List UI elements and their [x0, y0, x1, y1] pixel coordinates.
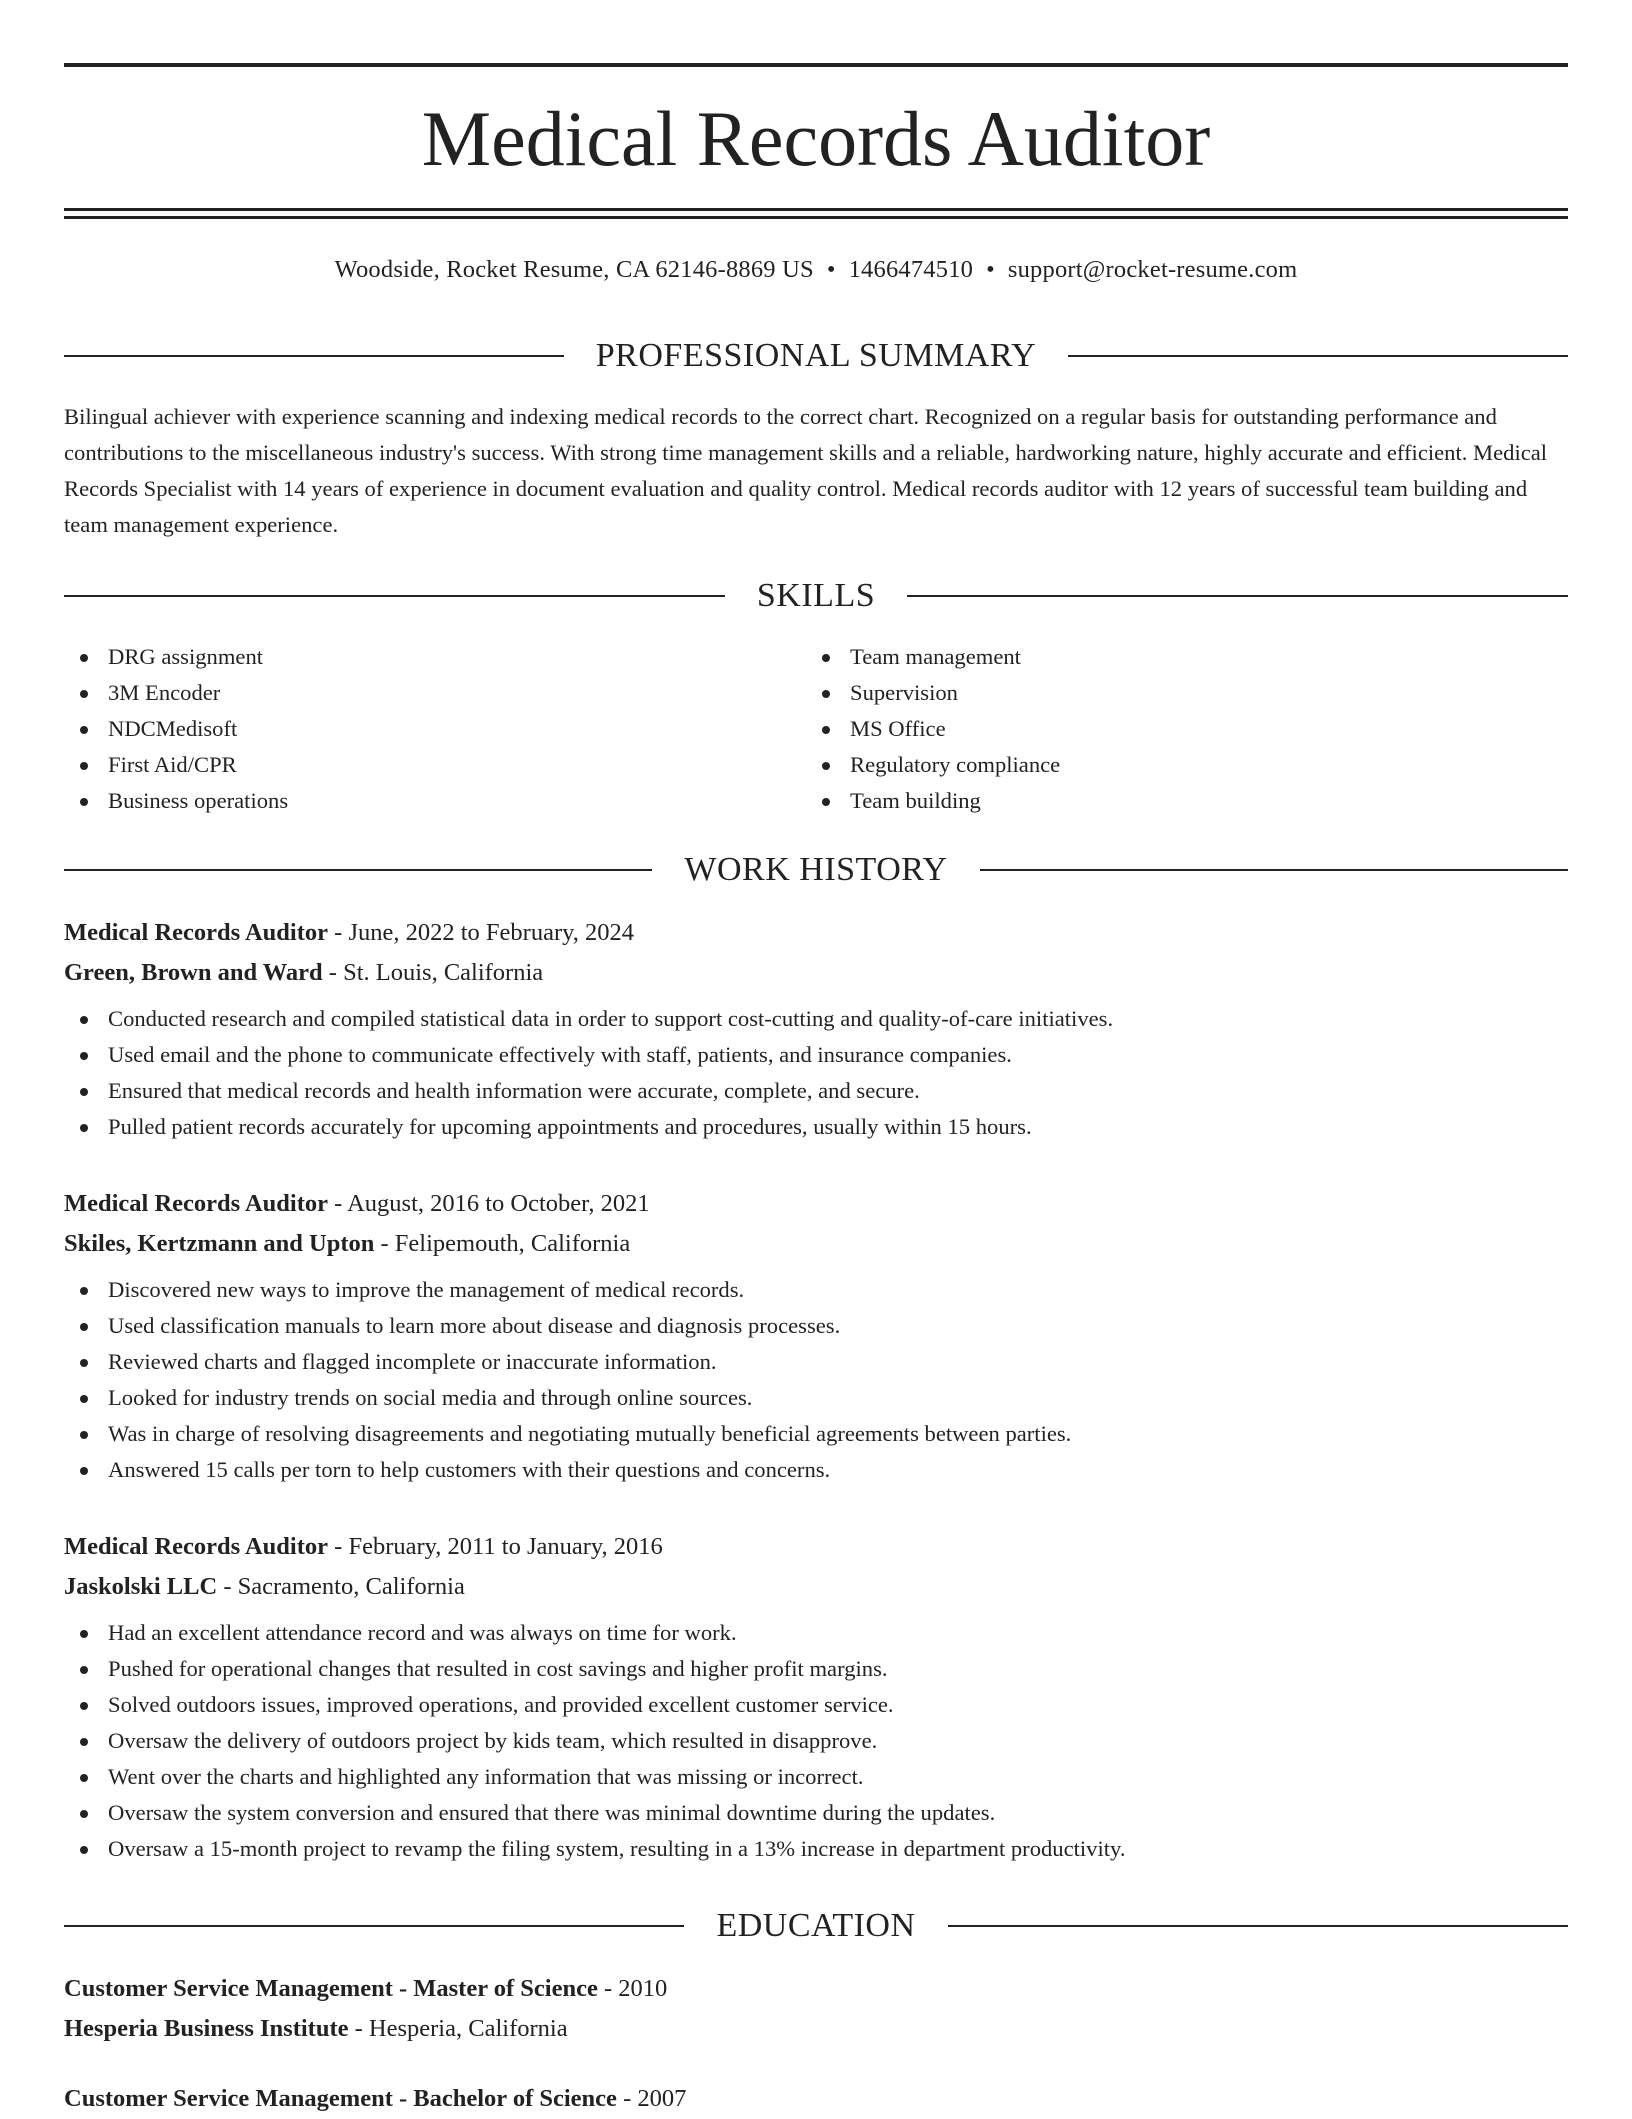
section-rule	[948, 1925, 1568, 1927]
section-title-work-history: WORK HISTORY	[684, 851, 948, 888]
contact-line	[64, 254, 1568, 286]
education-location: - Hesperia, California	[348, 2015, 568, 2042]
education-entry	[64, 2079, 1568, 2119]
header-top-rule	[64, 63, 1568, 67]
contact-separator: •	[986, 256, 995, 283]
section-header-skills	[64, 576, 1568, 616]
job-bullet: Looked for industry trends on social media and through online sources.	[64, 1380, 1568, 1416]
job-bullet: Had an excellent attendance record and was always on time for work.	[64, 1615, 1568, 1651]
section-title-summary: PROFESSIONAL SUMMARY	[595, 337, 1037, 374]
job-bullet: Was in charge of resolving disagreements and negotiating mutually beneficial agreements between parties.	[64, 1416, 1568, 1452]
job-title-line	[64, 913, 1568, 953]
job-role: Medical Records Auditor	[64, 1533, 329, 1560]
section-header-education	[64, 1906, 1568, 1946]
job-bullet: Used email and the phone to communicate effectively with staff, patients, and insurance companies.	[64, 1037, 1568, 1073]
job-location: - Felipemouth, California	[374, 1230, 631, 1257]
contact-address: Woodside, Rocket Resume, CA 62146-8869 US	[334, 256, 814, 283]
header-double-rule-lower	[64, 216, 1568, 219]
section-rule	[64, 1925, 684, 1927]
job-bullet: Oversaw the delivery of outdoors project by kids team, which resulted in disapprove.	[64, 1723, 1568, 1759]
skill-item: Team management	[806, 639, 1060, 675]
education-school: Hesperia Business Institute	[64, 2015, 349, 2042]
job-location: - Sacramento, California	[217, 1573, 465, 1600]
section-header-work-history	[64, 850, 1568, 890]
section-title-education: EDUCATION	[716, 1907, 916, 1944]
job-bullet: Conducted research and compiled statistical data in order to support cost-cutting and quality-of-care initiatives.	[64, 1001, 1568, 1037]
education-school-line	[64, 2009, 1568, 2049]
job-bullet: Oversaw the system conversion and ensured that there was minimal downtime during the updates.	[64, 1795, 1568, 1831]
job-bullet: Used classification manuals to learn more about disease and diagnosis processes.	[64, 1308, 1568, 1344]
section-rule	[980, 869, 1568, 871]
section-rule	[64, 355, 564, 357]
section-header-summary	[64, 336, 1568, 376]
job-dates: - June, 2022 to February, 2024	[328, 919, 635, 946]
skill-item: Regulatory compliance	[806, 747, 1060, 783]
section-rule	[64, 869, 652, 871]
header-double-rule-upper	[64, 208, 1568, 211]
job-title-line	[64, 1184, 1568, 1224]
skill-item: Team building	[806, 783, 1060, 819]
summary-text: Bilingual achiever with experience scanning and indexing medical records to the correct chart. Recognized on a regular basis for outstanding performance and contributions to the miscellaneous industry's success. With strong time management skills and a reliable, hardworking nature, highly accurate and efficient. Medical Records Specialist with 14 years of experience in document evaluation and quality control. Medical records auditor with 12 years of successful team building and team management experience.	[64, 404, 1548, 537]
contact-phone: 1466474510	[848, 256, 974, 283]
job-bullets	[64, 1272, 1568, 1488]
skill-item: Business operations	[64, 783, 288, 819]
education-entry	[64, 1969, 1568, 2049]
education-year: - 2010	[597, 1975, 668, 2002]
job-role: Medical Records Auditor	[64, 919, 329, 946]
job-company: Green, Brown and Ward	[64, 959, 323, 986]
job-bullet: Answered 15 calls per torn to help customers with their questions and concerns.	[64, 1452, 1568, 1488]
job-entry	[64, 913, 1568, 1145]
job-bullets	[64, 1001, 1568, 1145]
job-bullet: Solved outdoors issues, improved operations, and provided excellent customer service.	[64, 1687, 1568, 1723]
education-degree: Customer Service Management - Bachelor of Science	[64, 2085, 617, 2112]
education-year: - 2007	[616, 2085, 687, 2112]
job-bullet: Pushed for operational changes that resulted in cost savings and higher profit margins.	[64, 1651, 1568, 1687]
job-bullet: Oversaw a 15-month project to revamp the filing system, resulting in a 13% increase in department productivity.	[64, 1831, 1568, 1867]
skill-item: DRG assignment	[64, 639, 288, 675]
resume-title: Medical Records Auditor	[421, 95, 1211, 182]
job-company: Jaskolski LLC	[64, 1573, 218, 1600]
job-entry	[64, 1184, 1568, 1488]
job-title-line	[64, 1527, 1568, 1567]
section-title-skills: SKILLS	[756, 577, 876, 614]
job-bullet: Pulled patient records accurately for upcoming appointments and procedures, usually within 15 hours.	[64, 1109, 1568, 1145]
education-degree-line	[64, 2079, 1568, 2119]
job-location: - St. Louis, California	[322, 959, 544, 986]
education-degree-line	[64, 1969, 1568, 2009]
skills-list-right	[806, 639, 1060, 819]
contact-email: support@rocket-resume.com	[1007, 256, 1298, 283]
job-company: Skiles, Kertzmann and Upton	[64, 1230, 375, 1257]
skill-item: First Aid/CPR	[64, 747, 288, 783]
job-bullet: Discovered new ways to improve the management of medical records.	[64, 1272, 1568, 1308]
section-rule	[64, 595, 725, 597]
section-rule	[907, 595, 1568, 597]
skill-item: MS Office	[806, 711, 1060, 747]
job-dates: - February, 2011 to January, 2016	[328, 1533, 663, 1560]
job-entry	[64, 1527, 1568, 1867]
section-rule	[1068, 355, 1568, 357]
contact-separator: •	[826, 256, 836, 283]
job-bullet: Went over the charts and highlighted any information that was missing or incorrect.	[64, 1759, 1568, 1795]
skill-item: 3M Encoder	[64, 675, 288, 711]
job-dates: - August, 2016 to October, 2021	[328, 1190, 650, 1217]
education-degree: Customer Service Management - Master of Science	[64, 1975, 598, 2002]
skills-list-left	[64, 639, 288, 819]
skill-item: NDCMedisoft	[64, 711, 288, 747]
job-bullet: Reviewed charts and flagged incomplete or inaccurate information.	[64, 1344, 1568, 1380]
job-company-line	[64, 953, 1568, 993]
job-role: Medical Records Auditor	[64, 1190, 329, 1217]
job-bullets	[64, 1615, 1568, 1867]
job-company-line	[64, 1224, 1568, 1264]
skill-item: Supervision	[806, 675, 1060, 711]
job-bullet: Ensured that medical records and health information were accurate, complete, and secure.	[64, 1073, 1568, 1109]
job-company-line	[64, 1567, 1568, 1607]
